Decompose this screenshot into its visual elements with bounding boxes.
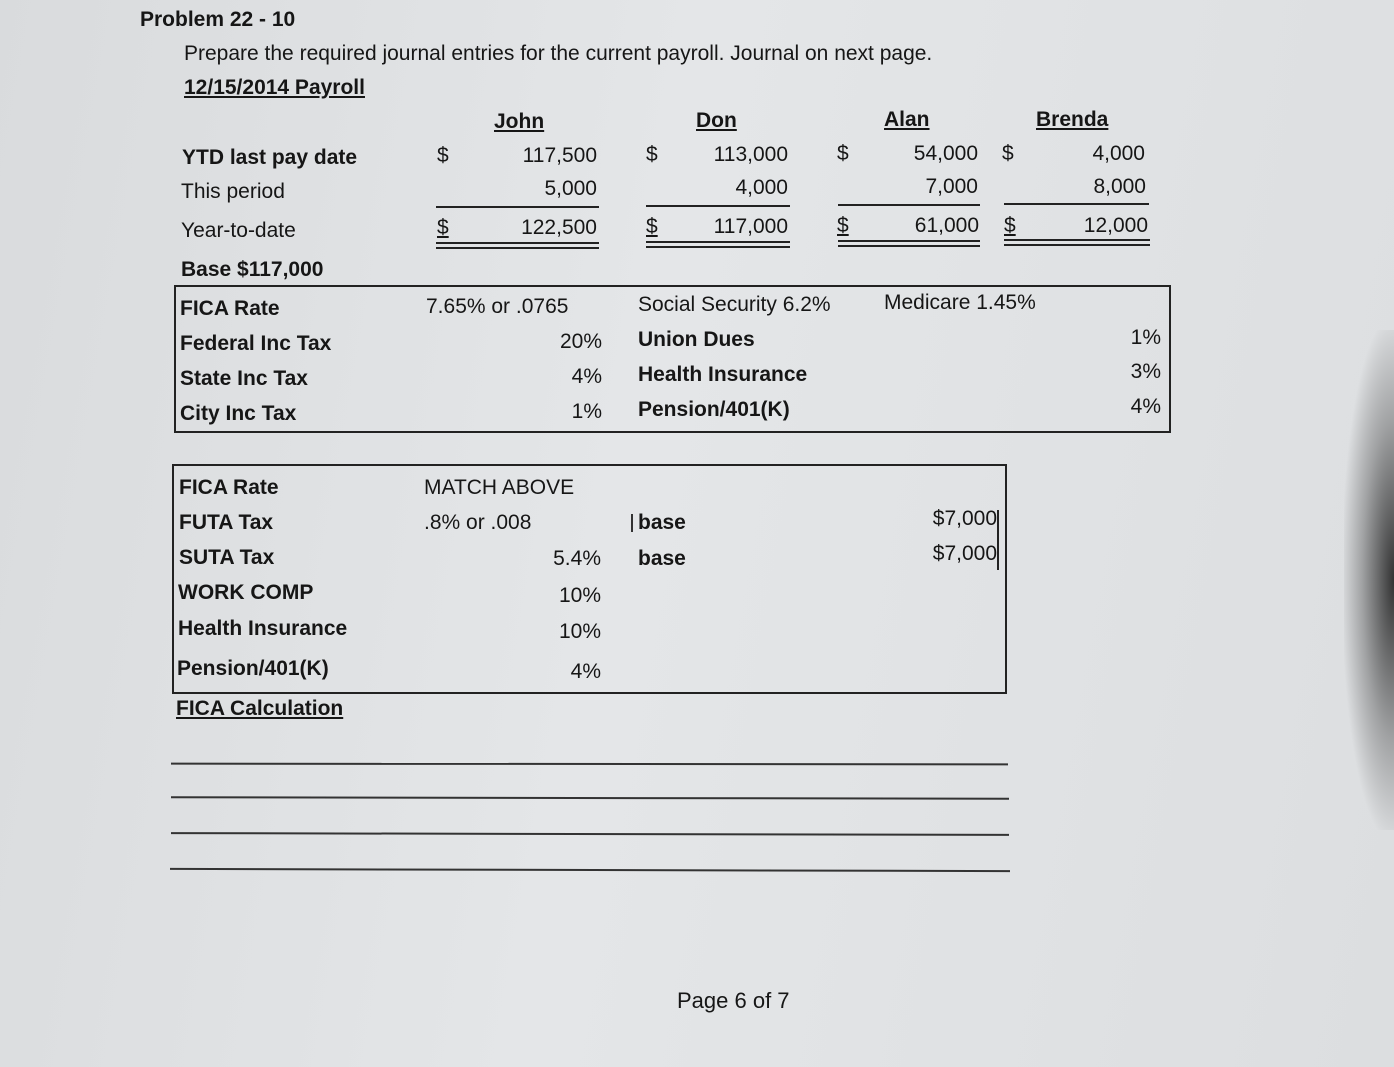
deduction-rate-union: 1% [1130, 326, 1161, 349]
base-amount: Base $117,000 [181, 258, 324, 281]
payroll-heading: 12/15/2014 Payroll [184, 76, 365, 99]
employer-suta-base-value: $7,000 [932, 542, 997, 565]
deduction-label-federal: Federal Inc Tax [180, 332, 332, 355]
this-period-alan: 7,000 [925, 175, 978, 198]
employer-rate-suta: 5.4% [553, 547, 601, 570]
deduction-social-security: Social Security 6.2% [638, 293, 831, 316]
deduction-label-state: State Inc Tax [180, 367, 308, 390]
this-period-brenda: 8,000 [1093, 175, 1146, 198]
base-column-rule [997, 510, 999, 570]
dollar-sign: $ [437, 144, 449, 167]
deduction-rate-state: 4% [571, 365, 602, 388]
deduction-label-city: City Inc Tax [180, 402, 297, 425]
total-double-rule [436, 242, 599, 249]
employee-header-don: Don [696, 109, 737, 132]
total-double-rule [1004, 239, 1150, 246]
employer-rate-pension: 4% [570, 660, 601, 683]
deduction-rate-health: 3% [1130, 360, 1161, 383]
ytd-brenda: 12,000 [1083, 214, 1148, 237]
employer-label-workcomp: WORK COMP [178, 581, 314, 604]
deduction-rate-pension: 4% [1130, 395, 1161, 418]
deduction-rate-city: 1% [571, 400, 602, 423]
total-double-rule [646, 241, 790, 248]
employer-label-pension: Pension/401(K) [177, 657, 329, 680]
employer-label-health: Health Insurance [178, 617, 348, 640]
row-label-ytd: Year-to-date [181, 219, 296, 242]
employee-header-john: John [494, 110, 545, 133]
dollar-sign: $ [837, 214, 849, 237]
ytd-alan: 61,000 [914, 214, 979, 237]
deduction-label-health: Health Insurance [638, 363, 808, 386]
this-period-don: 4,000 [735, 176, 788, 199]
ytd-don: 117,000 [713, 215, 788, 238]
employer-rate-workcomp: 10% [558, 584, 601, 607]
answer-line [171, 763, 1008, 766]
dollar-sign: $ [646, 215, 658, 238]
dollar-sign: $ [1004, 214, 1016, 237]
employer-rate-health: 10% [558, 620, 601, 643]
employer-label-fica: FICA Rate [179, 476, 279, 499]
employer-rate-futa: .8% or .008 [424, 511, 532, 534]
ytd-last-john: 117,500 [522, 144, 597, 167]
employee-header-alan: Alan [884, 108, 930, 131]
deduction-label-fica: FICA Rate [180, 297, 280, 320]
deduction-label-union: Union Dues [638, 328, 755, 351]
answer-line [171, 832, 1009, 836]
this-period-john: 5,000 [544, 177, 597, 200]
instructions: Prepare the required journal entries for the current payroll. Journal on next page. [184, 42, 933, 65]
employer-futa-base-label: base [638, 511, 686, 534]
employer-suta-base-label: base [638, 547, 686, 570]
employer-label-suta: SUTA Tax [179, 546, 275, 569]
problem-title: Problem 22 - 10 [140, 8, 296, 31]
dollar-sign: $ [437, 216, 449, 239]
subtotal-rule [1004, 203, 1149, 205]
ytd-last-alan: 54,000 [913, 142, 978, 165]
subtotal-rule [646, 205, 790, 207]
ytd-john: 122,500 [521, 216, 597, 239]
page-number: Page 6 of 7 [677, 988, 790, 1013]
edge-shadow [1344, 330, 1394, 830]
deduction-label-pension: Pension/401(K) [638, 398, 790, 421]
employee-header-brenda: Brenda [1036, 108, 1109, 131]
fica-calculation-heading: FICA Calculation [176, 697, 344, 720]
row-label-this-period: This period [181, 180, 285, 203]
row-label-ytd-last: YTD last pay date [182, 146, 358, 169]
dollar-sign: $ [646, 143, 658, 166]
employer-rate-fica: MATCH ABOVE [424, 476, 575, 499]
deduction-rate-federal: 20% [559, 330, 602, 353]
employer-futa-base-value: $7,000 [932, 507, 997, 530]
deduction-rate-fica: 7.65% or .0765 [426, 295, 569, 318]
deduction-medicare: Medicare 1.45% [884, 291, 1036, 314]
subtotal-rule [838, 204, 980, 206]
subtotal-rule [436, 206, 599, 208]
answer-line [171, 796, 1009, 799]
answer-line [170, 868, 1010, 872]
total-double-rule [838, 240, 980, 247]
ytd-last-brenda: 4,000 [1092, 142, 1145, 165]
dollar-sign: $ [837, 142, 849, 165]
dollar-sign: $ [1002, 142, 1014, 165]
ytd-last-don: 113,000 [713, 143, 788, 166]
cursor-mark [631, 514, 633, 532]
employer-label-futa: FUTA Tax [179, 511, 274, 534]
